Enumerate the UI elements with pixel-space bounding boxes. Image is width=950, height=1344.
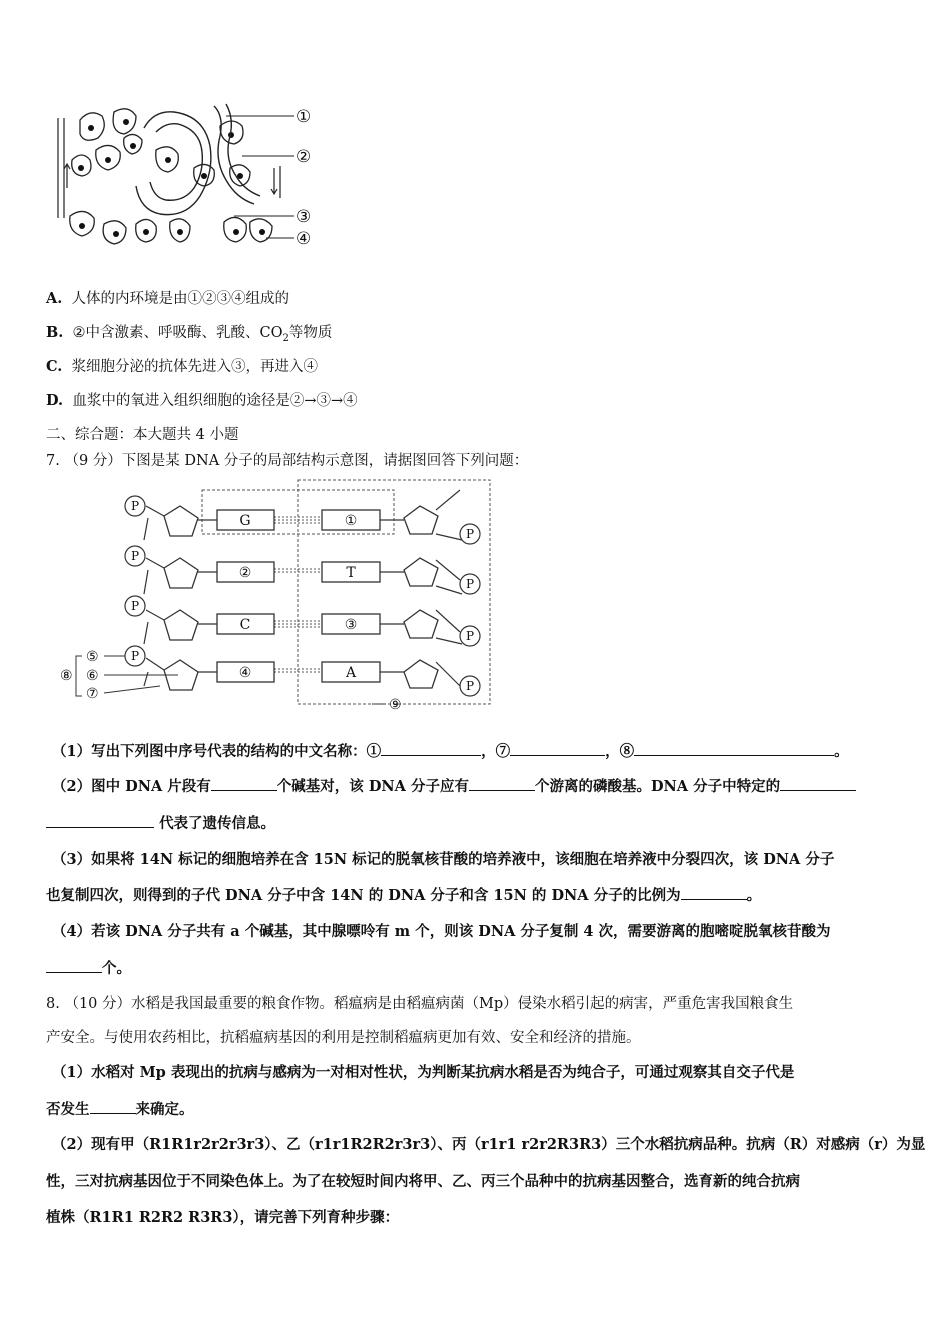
svg-text:P: P — [130, 599, 140, 613]
svg-text:P: P — [465, 527, 475, 541]
label-6: ⑥ — [86, 668, 99, 684]
label-5: ⑤ — [86, 649, 99, 665]
svg-text:P: P — [130, 649, 140, 663]
svg-text:P: P — [465, 629, 475, 643]
answer-blank[interactable] — [46, 958, 102, 973]
svg-text:P: P — [130, 499, 140, 513]
option-c: C. 浆细胞分泌的抗体先进入③，再进入④ — [46, 358, 319, 375]
answer-blank[interactable] — [780, 776, 856, 791]
answer-blank[interactable] — [634, 741, 834, 756]
flow-arrow-down — [271, 168, 277, 194]
base-right-1-label: ① — [344, 513, 358, 529]
lymph-vessel — [226, 104, 260, 196]
answer-blank[interactable] — [46, 813, 154, 828]
deoxyribose-left-3 — [164, 610, 198, 640]
q7-part3: （3）如果将 14N 标记的细胞培养在含 15N 标记的脱氧核苷酸的培养液中，该细胞在培养液中分裂四次，该 DNA 分子 — [52, 851, 835, 868]
section-heading: 二、综合题：本大题共 4 小题 — [46, 427, 239, 443]
q8-part2-cont2: 植株（R1R1 R2R2 R3R3），请完善下列育种步骤： — [46, 1209, 400, 1226]
figure1-label-1: ① — [296, 107, 312, 127]
label-9: ⑨ — [389, 697, 402, 713]
base-left-2-label: ② — [238, 565, 252, 581]
q8-part2: （2）现有甲（R1R1r2r2r3r3）、乙（r1r1R2R2r3r3）、丙（r1r1 r2r2R3R3）三个水稻抗病品种。抗病（R）对感病（r）为显 — [52, 1136, 926, 1153]
svg-text:P: P — [465, 577, 475, 591]
figure1-label-4: ④ — [296, 229, 312, 249]
figure1-label-3: ③ — [296, 207, 312, 227]
capillary-wall — [150, 124, 202, 201]
deoxyribose-right-2 — [404, 558, 438, 586]
label-7: ⑦ — [86, 686, 99, 702]
answer-blank[interactable] — [681, 885, 747, 900]
flow-arrow-up — [64, 164, 70, 188]
base-right-3-label: ③ — [344, 617, 358, 633]
q8-part1: （1）水稻对 Mp 表现出的抗病与感病为一对相对性状，为判断某抗病水稻是否为纯合子，可通过观察其自交子代是 — [52, 1064, 795, 1081]
q7-part4-cont: 个。 — [46, 957, 131, 978]
dna-structure-figure — [52, 476, 497, 716]
q8-intro: 8. （10 分）水稻是我国最重要的粮食作物。稻瘟病是由稻瘟病菌（Mp）侵染水稻引起的病害，严重危害我国粮食生 — [46, 996, 794, 1012]
option-a: A. 人体的内环境是由①②③④组成的 — [46, 290, 290, 307]
bracket-8 — [76, 656, 82, 696]
q8-part2-cont: 性，三对抗病基因位于不同染色体上。为了在较短时间内将甲、乙、丙三个品种中的抗病基因整合，选育新的纯合抗病 — [46, 1173, 800, 1190]
deoxyribose-right-3 — [404, 610, 438, 638]
deoxyribose-left-1 — [164, 506, 198, 536]
answer-blank[interactable] — [469, 776, 535, 791]
base-left-4-label: ④ — [238, 665, 252, 681]
deoxyribose-right-4 — [404, 660, 438, 688]
figure1-label-2: ② — [296, 147, 312, 167]
base-right-2-label: T — [346, 565, 356, 581]
q7-part3-cont: 也复制四次，则得到的子代 DNA 分子中含 14N 的 DNA 分子和含 15N 的 DNA 分子的比例为 。 — [46, 887, 762, 904]
q8-intro-cont: 产安全。与使用农药相比，抗稻瘟病基因的利用是控制稻瘟病更加有效、安全和经济的措施。 — [46, 1030, 641, 1046]
deoxyribose-left-2 — [164, 558, 198, 588]
q7-part4: （4）若该 DNA 分子共有 a 个碱基，其中腺嘌呤有 m 个，则该 DNA 分子复制 4 次，需要游离的胞嘧啶脱氧核苷酸为 — [52, 923, 831, 940]
base-right-4-label: A — [345, 665, 357, 681]
answer-blank[interactable] — [90, 1099, 136, 1114]
base-left-1-label: G — [239, 513, 251, 529]
capillary-wall — [136, 112, 211, 215]
q8-part1-cont: 否发生 来确定。 — [46, 1101, 194, 1118]
answer-blank[interactable] — [211, 776, 277, 791]
q7-part2: （2）图中 DNA 片段有 个碱基对，该 DNA 分子应有 个游离的磷酸基。DNA 分子中特定的 — [52, 775, 856, 796]
answer-blank[interactable] — [381, 741, 481, 756]
q7-part2-cont: 代表了遗传信息。 — [46, 812, 275, 833]
label-8: ⑧ — [60, 668, 73, 684]
option-b: B. ②中含激素、呼吸酶、乳酸、$CO_2$等物质 — [46, 324, 333, 344]
deoxyribose-right-1 — [404, 506, 438, 534]
svg-text:P: P — [465, 679, 475, 693]
option-d: D. 血浆中的氧进入组织细胞的途径是②→③→④ — [46, 392, 358, 409]
answer-blank[interactable] — [510, 741, 605, 756]
svg-text:P: P — [130, 549, 140, 563]
base-left-3-label: C — [239, 617, 251, 633]
q7-intro: 7. （9 分）下图是某 DNA 分子的局部结构示意图，请据图回答下列问题： — [46, 453, 529, 469]
internal-environment-figure — [44, 98, 334, 262]
q7-part1: （1）写出下列图中序号代表的结构的中文名称：① ，⑦ ，⑧ 。 — [52, 743, 849, 760]
